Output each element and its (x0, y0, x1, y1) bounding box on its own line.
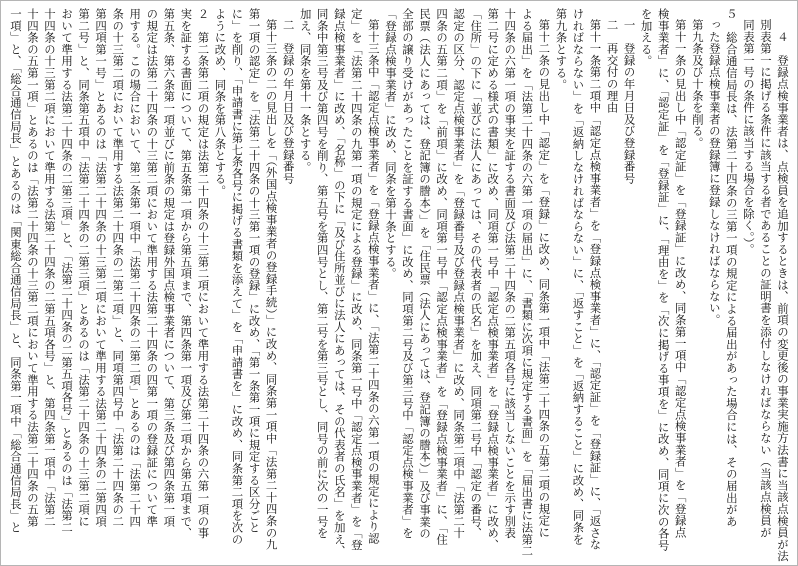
text-column: 第二号」と、同条第五項中「法第二十四条の二第三項」とあるのは「法第二十四条の十三第二項に (77, 8, 92, 528)
text-column: ５ 総合通信局長は、法第二十四条の三第一項の規定による届出があった場合には、その届出があ (724, 8, 739, 528)
text-column: 検事業者」に、「認定証」を「登録証」に、「理由を」を「次に掲げる事項を」に改め、同項に次の各号 (656, 8, 671, 552)
text-column: 第十二条の見出し中「認定」を「登録」に改め、同条第一項中「法第二十四条の五第二項の規定に (537, 19, 552, 539)
text-column: ように改め、同条を第八条とする。 (213, 8, 228, 197)
text-column: の規定は法第二十四条の十三第二項において準用する法第二十四条の四第一項の登録証について準 (145, 8, 160, 528)
text-column: ２ 第二条第二項の規定は法第二十四条の十三第二項において準用する法第二十四条の六第一項の事 (196, 8, 211, 539)
text-column: 「登録点検事業者」に改め、同条を第十条とする。 (383, 8, 398, 280)
text-column: った登録点検事業者の登録簿に登録しなければならない。 (707, 19, 722, 327)
text-column: 加え、同条を第十一条とする。 (298, 8, 313, 174)
text-column: 第十三条の二の見出しを「（外国点検事業者の登録手続）」に改め、同条第一項中「法第二十四条の九 (264, 19, 279, 551)
text-column: に」を削り、「申請書に第七条各号に掲げる書類を添えて」を「申請書を」に改め、同条第二項を次の (230, 8, 245, 546)
text-column: 十四条の五第一項」とあるのは「法第二十四条の十三第二項において準用する法第二十四条の五第 (25, 8, 40, 528)
text-column: 第十一条第二項中「認定点検事業者」を「登録点検事業者」に、「認定証」を「登録証」に、「返さな (588, 19, 603, 551)
text-column: 第十一条の見出し中「認定証」を「登録証」に改め、同条第一項中「認定点検事業者」を「登録点 (673, 19, 688, 539)
text-column: 定」を「法第二十四条の九第一項の規定による登録」に改め、同条第一号中「認定点検事業者」を「登 (349, 8, 364, 551)
text-column: 用する。この場合において、第二条第一項中「法第二十四条の二第二項」とあるのは「法第二十四 (128, 8, 143, 528)
text-column: 十四条の六第一項の事実を証する書面及び法第二十四条の二第五項各号に該当しないことを示す別表 (503, 8, 518, 539)
text-column: 条の十三第二項において準用する法第二十四条の二第二項」と、同項第四号中「法第二十四条の二 (111, 8, 126, 528)
text-column: よる届出」を「法第二十四条の六第一項の届出」に、「書類に次項に規定する書面」を「届出書に法第二 (520, 8, 535, 557)
text-column: 二 登録の年月日及び登録番号 (281, 19, 296, 185)
text-column: 録点検事業者」に改め、「名称」の下に「及び住所並びに法人にあっては、その代表者の氏名」を加え、 (332, 8, 347, 557)
vertical-text-block (7, 8, 791, 562)
text-column: 同表第一号の条件に該当する場合を除く。）。 (741, 19, 756, 256)
text-column: 第十三条中「認定点検事業者」を「登録点検事業者」に、「法第二十四条の六第一項の規定により認 (366, 19, 381, 545)
text-column: 一 登録の年月日及び登録番号 (622, 19, 637, 185)
text-column: 「住所」の下に「並びに法人にあっては、その代表者の氏名」を加え、同項第二号中「認定の番号、 (469, 8, 484, 539)
text-column: おいて準用する法第二十四条の二第三項」と、「法第二十四条の二第五項各号」とあるのは「法第二 (60, 8, 75, 534)
text-column: 四条の五第二項」を「前項」に改め、同項第一号中「認定点検事業者」を「登録点検事業者」に、「住 (435, 8, 450, 546)
text-column: ４ 登録点検事業者は、点検員を追加するときは、前項の変更後の事業実施方法書に当該点検員が法 (776, 30, 790, 562)
text-column: 別表第一に掲げる条件に該当する者であることの証明書を添付しなければならない（当該点検員が (758, 19, 773, 539)
text-column: 第一項の認定」を「法第二十四条の十三第一項の登録」に改め、「第一条第一項に規定する区分ごと (247, 8, 262, 534)
text-column: 二 再交付の理由 (605, 19, 620, 114)
text-column: ければならない」を「返納しなければならない」に、「返すこと」を「返納すること」に改め、同条を (571, 8, 586, 546)
text-column: 民票（法人にあっては、登記簿の謄本）」を「住民票（法人にあっては、登記簿の謄本）」及び事業の (418, 8, 433, 540)
text-column: 認定の区分、認定点検事業者」を「登録番号及び登録点検事業者」に改め、同条第二項中「法第二十 (452, 8, 467, 539)
text-column: 実を証する書面について、第五条第一項から第五項まで、第四条第一項及び第二項から第五項まで、 (179, 8, 194, 539)
text-column: 第九条とする。 (554, 8, 569, 91)
text-column: を加える。 (639, 8, 654, 67)
text-column: 第二号に定める様式の書類」に改め、同項第一号中「認定点検事業者」を「登録点検事業者」に改め、 (486, 8, 501, 551)
text-column: 一項」と、「総合通信局長」とあるのは「関東総合通信局長」と、同条第一項中「総合通信局長」と (8, 8, 23, 534)
text-column: 十四条の十三第二項において準用する法第二十四条の二第五項各号」と、第四条第一項中「法第二 (42, 8, 57, 528)
text-column: 全部の譲り受けがあったことを証する書面」に改め、同項第二号及び第三号中「認定点検事業者」を (400, 8, 415, 539)
text-column: 同条中第三号及び第四号を削り、第五号を第四号とし、第二号を第三号とし、同号の前に次の一号を (315, 8, 330, 539)
text-column: 第九条及び十条を削る。 (690, 19, 705, 150)
text-column: 第五条、第六条第一項並びに前条の規定は登録外国点検事業者について、第三条及び第四条第一項 (162, 8, 177, 528)
text-column: 第四項第一号」とあるのは「法第二十四条の十三第二項において準用する法第二十四条の二第四項 (94, 8, 109, 528)
